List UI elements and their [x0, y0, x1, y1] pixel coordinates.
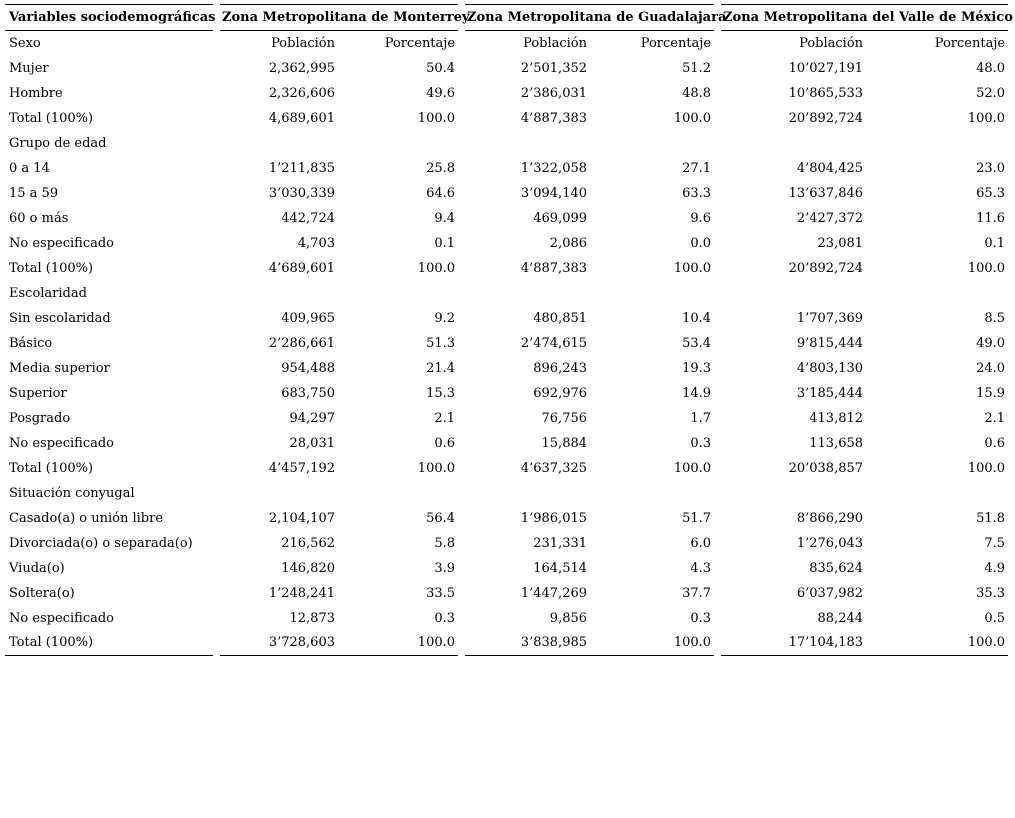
- row-label: Soltera(o): [9, 585, 75, 601]
- row-label: Superior: [9, 385, 67, 401]
- row-label: Media superior: [9, 360, 110, 376]
- percent-value: 25.8: [426, 160, 456, 176]
- column-gap: [213, 581, 220, 606]
- percent-value: 100.0: [967, 460, 1006, 476]
- row-label: Total (100%): [5, 631, 213, 656]
- percent-value: 49.6: [426, 85, 456, 101]
- table-row: [5, 581, 1008, 606]
- population-value: 2,326,606: [268, 85, 335, 101]
- section-title-sexo: Sexo: [9, 35, 41, 51]
- column-gap: [213, 381, 220, 406]
- population-value: 683,750: [281, 385, 335, 401]
- row-label: No especificado: [9, 610, 115, 626]
- population-value: 4’804,425: [796, 160, 864, 176]
- percent-value: 100.0: [417, 110, 456, 126]
- percent-value: 0.3: [690, 435, 712, 451]
- percent-value: 3.9: [434, 560, 456, 576]
- population-value: 2’427,372: [796, 210, 864, 226]
- column-gap: [714, 356, 721, 381]
- percent-value: 52.0: [976, 85, 1006, 101]
- column-gap: [458, 631, 465, 656]
- percent-value: 14.9: [682, 385, 712, 401]
- section-title: Situación conyugal: [9, 485, 135, 501]
- population-value: 2’501,352: [520, 60, 588, 76]
- population-value: 10’865,533: [788, 85, 864, 101]
- population-value: 3’838,985: [465, 631, 590, 656]
- population-value: 6’037,982: [796, 585, 864, 601]
- column-gap: [714, 431, 721, 456]
- population-value: 1’707,369: [796, 310, 864, 326]
- percent-value: 5.8: [434, 535, 456, 551]
- column-gap: [714, 181, 721, 206]
- zone-header-valle-de-mexico: Zona Metropolitana del Valle de México: [721, 5, 1008, 31]
- percent-value: 0.5: [984, 610, 1006, 626]
- percent-value: 100.0: [967, 260, 1006, 276]
- population-value: 469,099: [533, 210, 588, 226]
- percent-value: 51.8: [976, 510, 1006, 526]
- column-gap: [458, 481, 465, 506]
- row-label: Sin escolaridad: [9, 310, 111, 326]
- population-value: 9,856: [549, 610, 588, 626]
- row-label: Total (100%): [9, 110, 94, 126]
- table-row: [5, 56, 1008, 81]
- column-gap: [714, 631, 721, 656]
- page: [0, 4, 1015, 818]
- table-row: [5, 381, 1008, 406]
- table-row: [5, 256, 1008, 281]
- column-gap: [458, 306, 465, 331]
- percent-value: 7.5: [984, 535, 1006, 551]
- column-gap: [213, 631, 220, 656]
- column-gap: [213, 406, 220, 431]
- column-gap: [714, 281, 721, 306]
- empty-cell: [721, 281, 866, 306]
- column-gap: [714, 331, 721, 356]
- population-value: 76,756: [541, 410, 588, 426]
- population-value: 20’038,857: [788, 460, 864, 476]
- population-value: 692,976: [533, 385, 588, 401]
- population-header-valle-de-mexico: Población: [799, 35, 864, 51]
- column-gap: [714, 456, 721, 481]
- row-label: Casado(a) o unión libre: [9, 510, 164, 526]
- column-gap: [458, 31, 465, 56]
- population-value: 4’887,383: [520, 110, 588, 126]
- percent-value: 33.5: [426, 585, 456, 601]
- percent-value: 37.7: [682, 585, 712, 601]
- percent-value: 2.1: [984, 410, 1006, 426]
- percent-value: 9.2: [434, 310, 456, 326]
- population-value: 835,624: [809, 560, 864, 576]
- empty-cell: [338, 131, 458, 156]
- percent-value: 9.4: [434, 210, 456, 226]
- population-value: 13’637,846: [788, 185, 864, 201]
- percent-value: 100.0: [673, 110, 712, 126]
- column-gap: [458, 556, 465, 581]
- table-row: [5, 306, 1008, 331]
- row-label: 0 a 14: [9, 160, 50, 176]
- percent-value: 19.3: [682, 360, 712, 376]
- column-gap: [458, 606, 465, 631]
- population-value: 2,104,107: [268, 510, 335, 526]
- column-gap: [714, 231, 721, 256]
- population-value: 3’094,140: [520, 185, 588, 201]
- population-value: 88,244: [817, 610, 864, 626]
- column-gap: [714, 581, 721, 606]
- table-row: [5, 556, 1008, 581]
- section-title-row: [5, 131, 1008, 156]
- percent-value: 49.0: [976, 335, 1006, 351]
- section-title-row: [5, 481, 1008, 506]
- percent-value: 100.0: [673, 460, 712, 476]
- empty-cell: [338, 481, 458, 506]
- table-row: [5, 331, 1008, 356]
- percent-value: 9.6: [690, 210, 712, 226]
- column-gap: [458, 581, 465, 606]
- population-value: 954,488: [281, 360, 335, 376]
- table-row: [5, 531, 1008, 556]
- column-gap: [213, 131, 220, 156]
- column-gap: [458, 456, 465, 481]
- percent-value: 100.0: [967, 110, 1006, 126]
- column-gap: [213, 31, 220, 56]
- row-label: No especificado: [9, 435, 115, 451]
- population-value: 4’689,601: [268, 260, 335, 276]
- column-gap: [714, 56, 721, 81]
- population-value: 2’386,031: [520, 85, 588, 101]
- percent-value: 0.0: [690, 235, 712, 251]
- population-value: 4,689,601: [268, 110, 335, 126]
- population-value: 3’728,603: [220, 631, 338, 656]
- percent-value: 15.9: [976, 385, 1006, 401]
- measure-header-row: [5, 31, 1008, 56]
- table-row: [5, 431, 1008, 456]
- empty-cell: [590, 281, 714, 306]
- population-value: 1’276,043: [796, 535, 864, 551]
- column-gap: [458, 406, 465, 431]
- column-gap: [213, 531, 220, 556]
- section-title: Escolaridad: [9, 285, 87, 301]
- column-gap: [458, 281, 465, 306]
- row-label: 60 o más: [9, 210, 69, 226]
- population-header-guadalajara: Población: [523, 35, 588, 51]
- row-label: Mujer: [9, 60, 49, 76]
- population-value: 442,724: [281, 210, 335, 226]
- population-value: 1’322,058: [520, 160, 588, 176]
- population-header-monterrey: Población: [271, 35, 335, 51]
- population-value: 4,703: [297, 235, 335, 251]
- column-gap: [213, 431, 220, 456]
- column-gap: [714, 506, 721, 531]
- table-row: [5, 231, 1008, 256]
- percent-value: 100.0: [417, 460, 456, 476]
- empty-cell: [465, 481, 590, 506]
- population-value: 28,031: [289, 435, 335, 451]
- row-label: 15 a 59: [9, 185, 59, 201]
- percent-value: 4.3: [690, 560, 712, 576]
- column-gap: [213, 481, 220, 506]
- column-gap: [458, 506, 465, 531]
- percent-value: 100.0: [338, 631, 458, 656]
- row-label: Posgrado: [9, 410, 71, 426]
- column-gap: [458, 256, 465, 281]
- population-value: 4’887,383: [520, 260, 588, 276]
- row-label: Total (100%): [9, 260, 94, 276]
- column-gap: [714, 256, 721, 281]
- column-gap: [458, 531, 465, 556]
- zone-header-guadalajara: Zona Metropolitana de Guadalajara: [465, 5, 714, 31]
- row-label: Total (100%): [9, 460, 94, 476]
- percent-value: 53.4: [682, 335, 712, 351]
- empty-cell: [590, 481, 714, 506]
- population-value: 2,362,995: [268, 60, 335, 76]
- column-gap: [714, 381, 721, 406]
- column-gap: [213, 256, 220, 281]
- population-value: 4’637,325: [520, 460, 588, 476]
- column-gap: [458, 156, 465, 181]
- column-gap: [714, 156, 721, 181]
- empty-cell: [338, 281, 458, 306]
- population-value: 2,086: [549, 235, 588, 251]
- column-gap: [714, 106, 721, 131]
- column-gap: [458, 231, 465, 256]
- population-value: 409,965: [281, 310, 335, 326]
- empty-cell: [721, 481, 866, 506]
- empty-cell: [866, 131, 1008, 156]
- percent-value: 48.8: [682, 85, 712, 101]
- table-row: [5, 456, 1008, 481]
- section-title: Grupo de edad: [9, 135, 107, 151]
- population-value: 480,851: [533, 310, 588, 326]
- row-label: Viuda(o): [9, 560, 65, 576]
- sociodemographic-table: [5, 4, 1013, 656]
- zone-header-row: [5, 5, 1008, 31]
- percent-value: 6.0: [690, 535, 712, 551]
- row-label: Básico: [9, 335, 53, 351]
- empty-cell: [220, 281, 338, 306]
- table-row: [5, 606, 1008, 631]
- percent-value: 100.0: [590, 631, 714, 656]
- percent-header-valle-de-mexico: Porcentaje: [934, 35, 1006, 51]
- column-gap: [458, 431, 465, 456]
- column-gap: [213, 331, 220, 356]
- percent-value: 51.7: [682, 510, 712, 526]
- population-value: 413,812: [809, 410, 864, 426]
- table-row: [5, 81, 1008, 106]
- percent-value: 56.4: [426, 510, 456, 526]
- row-label: Divorciada(o) o separada(o): [9, 535, 193, 551]
- percent-value: 0.1: [984, 235, 1006, 251]
- column-gap: [458, 181, 465, 206]
- population-value: 2’474,615: [520, 335, 588, 351]
- percent-value: 23.0: [976, 160, 1006, 176]
- percent-value: 0.6: [984, 435, 1006, 451]
- column-gap: [213, 281, 220, 306]
- zone-header-monterrey: Zona Metropolitana de Monterrey: [220, 5, 458, 31]
- population-value: 4’457,192: [268, 460, 335, 476]
- percent-value: 1.7: [690, 410, 712, 426]
- column-gap: [714, 81, 721, 106]
- column-gap: [714, 306, 721, 331]
- population-value: 20’892,724: [788, 260, 864, 276]
- column-gap: [714, 531, 721, 556]
- percent-value: 63.3: [682, 185, 712, 201]
- column-gap: [714, 206, 721, 231]
- percent-value: 21.4: [426, 360, 456, 376]
- empty-cell: [721, 131, 866, 156]
- percent-value: 100.0: [417, 260, 456, 276]
- percent-value: 10.4: [682, 310, 712, 326]
- percent-value: 100.0: [673, 260, 712, 276]
- column-gap: [714, 606, 721, 631]
- population-value: 146,820: [281, 560, 335, 576]
- column-gap: [458, 131, 465, 156]
- column-gap: [213, 206, 220, 231]
- column-gap: [458, 356, 465, 381]
- population-value: 10’027,191: [788, 60, 864, 76]
- population-value: 23,081: [817, 235, 864, 251]
- column-gap: [213, 56, 220, 81]
- empty-cell: [465, 281, 590, 306]
- population-value: 17’104,183: [721, 631, 866, 656]
- percent-value: 51.3: [426, 335, 456, 351]
- percent-value: 65.3: [976, 185, 1006, 201]
- population-value: 113,658: [809, 435, 864, 451]
- percent-value: 15.3: [426, 385, 456, 401]
- section-title-row: [5, 281, 1008, 306]
- table-row: [5, 206, 1008, 231]
- percent-value: 35.3: [976, 585, 1006, 601]
- row-label: Hombre: [9, 85, 63, 101]
- percent-value: 2.1: [434, 410, 456, 426]
- table-row: [5, 506, 1008, 531]
- column-gap: [458, 331, 465, 356]
- column-gap: [213, 556, 220, 581]
- population-value: 896,243: [533, 360, 588, 376]
- population-value: 3’030,339: [268, 185, 335, 201]
- column-gap: [714, 31, 721, 56]
- table-row: [5, 356, 1008, 381]
- column-gap: [213, 156, 220, 181]
- percent-value: 0.3: [690, 610, 712, 626]
- column-gap: [714, 481, 721, 506]
- table-row: [5, 156, 1008, 181]
- table-row: [5, 631, 1008, 656]
- population-value: 12,873: [289, 610, 335, 626]
- percent-value: 8.5: [984, 310, 1006, 326]
- empty-cell: [465, 131, 590, 156]
- column-gap: [213, 106, 220, 131]
- population-value: 4’803,130: [796, 360, 864, 376]
- column-gap: [458, 381, 465, 406]
- percent-value: 48.0: [976, 60, 1006, 76]
- table-row: [5, 106, 1008, 131]
- percent-value: 27.1: [682, 160, 712, 176]
- percent-value: 11.6: [976, 210, 1006, 226]
- percent-value: 0.3: [434, 610, 456, 626]
- population-value: 8’866,290: [796, 510, 864, 526]
- column-gap: [213, 231, 220, 256]
- column-gap: [213, 81, 220, 106]
- column-gap: [714, 556, 721, 581]
- empty-cell: [590, 131, 714, 156]
- empty-cell: [220, 481, 338, 506]
- column-gap: [458, 56, 465, 81]
- population-value: 94,297: [289, 410, 335, 426]
- population-value: 1’986,015: [520, 510, 588, 526]
- table-row: [5, 406, 1008, 431]
- population-value: 20’892,724: [788, 110, 864, 126]
- population-value: 9’815,444: [796, 335, 864, 351]
- population-value: 216,562: [281, 535, 335, 551]
- table-row: [5, 181, 1008, 206]
- column-gap: [213, 456, 220, 481]
- column-gap: [458, 206, 465, 231]
- percent-value: 51.2: [682, 60, 712, 76]
- percent-value: 0.6: [434, 435, 456, 451]
- population-value: 1’248,241: [268, 585, 335, 601]
- empty-cell: [866, 481, 1008, 506]
- column-gap: [714, 406, 721, 431]
- population-value: 1’447,269: [520, 585, 588, 601]
- percent-header-guadalajara: Porcentaje: [640, 35, 712, 51]
- percent-header-monterrey: Porcentaje: [384, 35, 456, 51]
- population-value: 15,884: [541, 435, 588, 451]
- percent-value: 50.4: [426, 60, 456, 76]
- empty-cell: [220, 131, 338, 156]
- column-gap: [213, 306, 220, 331]
- column-gap: [458, 106, 465, 131]
- row-label: No especificado: [9, 235, 115, 251]
- column-gap: [213, 356, 220, 381]
- percent-value: 24.0: [976, 360, 1006, 376]
- column-gap: [458, 81, 465, 106]
- variables-header: Variables sociodemográficas: [5, 5, 213, 31]
- population-value: 3’185,444: [796, 385, 864, 401]
- column-gap: [213, 506, 220, 531]
- percent-value: 4.9: [984, 560, 1006, 576]
- percent-value: 64.6: [426, 185, 456, 201]
- percent-value: 100.0: [866, 631, 1008, 656]
- column-gap: [213, 606, 220, 631]
- column-gap: [714, 131, 721, 156]
- population-value: 231,331: [533, 535, 588, 551]
- population-value: 2’286,661: [268, 335, 335, 351]
- empty-cell: [866, 281, 1008, 306]
- percent-value: 0.1: [434, 235, 456, 251]
- population-value: 1’211,835: [268, 160, 335, 176]
- population-value: 164,514: [533, 560, 588, 576]
- column-gap: [213, 181, 220, 206]
